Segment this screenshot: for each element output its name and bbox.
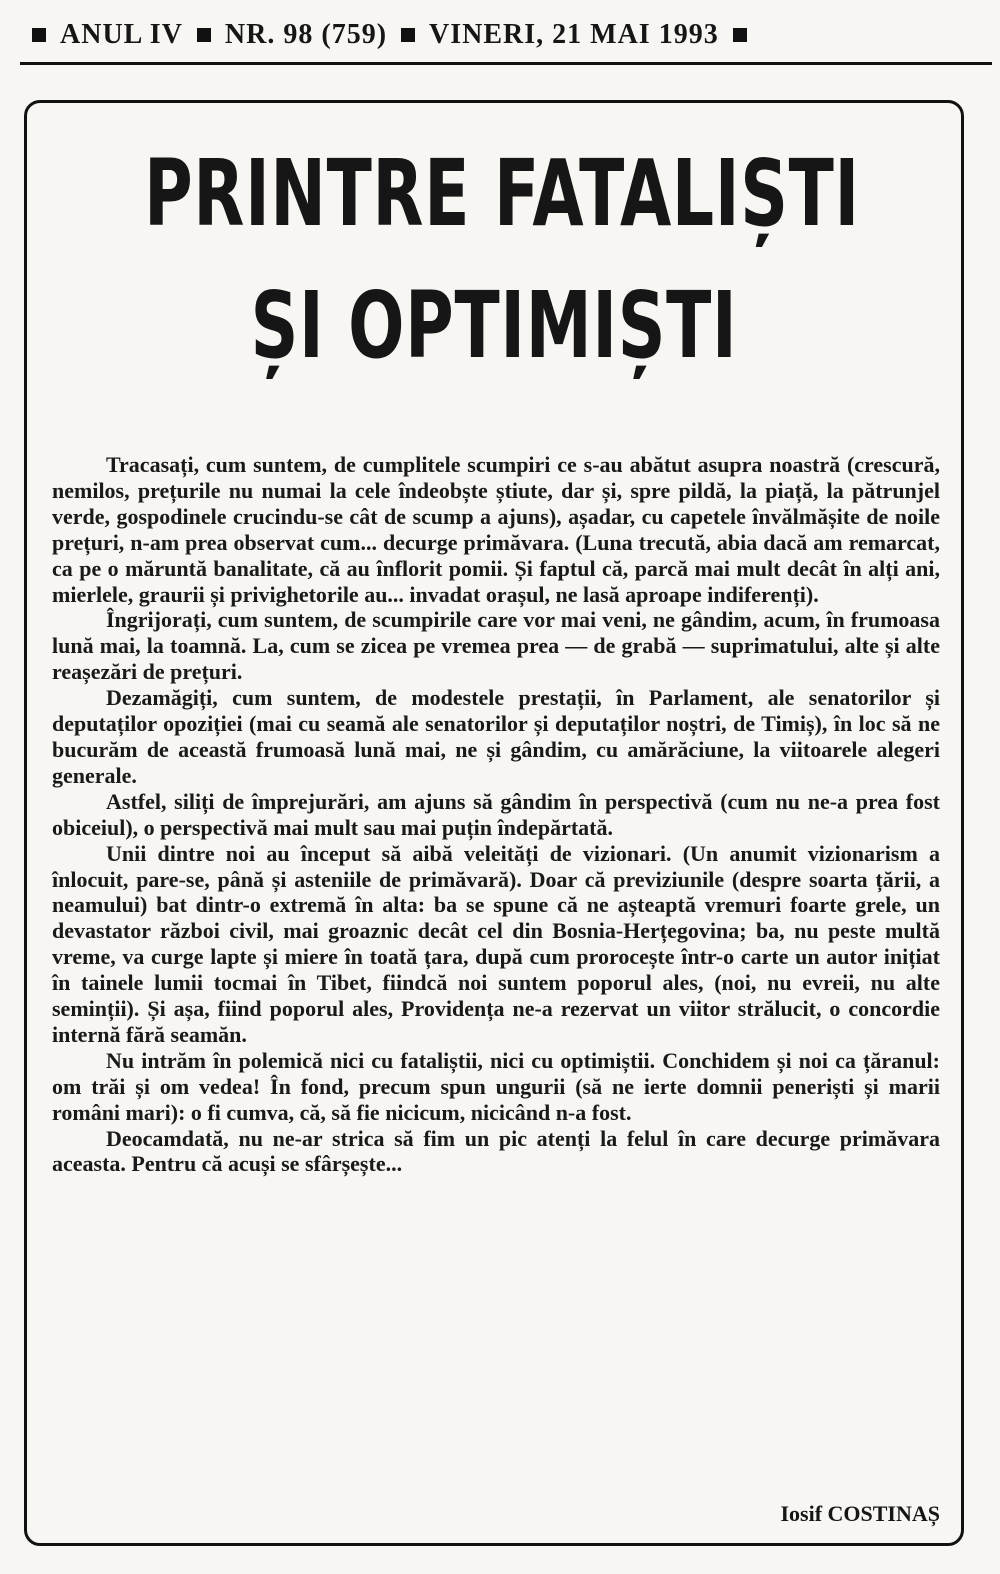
square-bullet-icon (197, 28, 211, 42)
paragraph: Astfel, siliți de împrejurări, am ajuns să gândim în perspectivă (cum nu ne-a prea fost obiceiul), o perspectivă mai mult sau mai puțin îndepărtată. (52, 788, 940, 840)
square-bullet-icon (733, 28, 747, 42)
masthead-issue: NR. 98 (759) (224, 19, 388, 50)
square-bullet-icon (32, 28, 46, 42)
masthead-date: VINERI, 21 MAI 1993 (429, 19, 719, 50)
paragraph: Deocamdată, nu ne-ar strica să fim un pic atenți la felul în care decurge primăvara aceasta. Pentru că acuși se sfârșește... (52, 1125, 940, 1177)
paragraph: Îngrijorați, cum suntem, de scumpirile care vor mai veni, ne gândim, acum, în frumoasa lună mai, la toamnă. La, cum se zicea pe vremea prea — de grabă — suprimatului, alte și alte reașezări de prețuri. (52, 607, 940, 685)
masthead-year: ANUL IV (60, 19, 183, 50)
article-body (52, 452, 940, 1177)
headline-line-1: PRINTRE FATALIȘTI (144, 140, 860, 247)
paragraph: Dezamăgiți, cum suntem, de modestele prestații, în Parlament, ale senatorilor și deputaților opoziției (mai cu seamă ale senatorilor și deputaților noștri, de Timiș), în loc să ne bucurăm de această frumoasă lună mai, ne și gândim, cu amărăciune, la viitoarele alegeri generale. (52, 685, 940, 788)
square-bullet-icon (401, 28, 415, 42)
masthead (28, 10, 968, 60)
paragraph: Unii dintre noi au început să aibă veleități de vizionari. (Un anumit vizionarism a înlocuit, pare-se, până și asteniile de primăvară). Doar că previziunile (despre soarta țării, a neamului) bat dintr-o extremă în alta: ba se spune că ne așteaptă vremuri foarte grele, un devastator război civil, mai groaznic decât cel din Bosnia-Herțegovina; ba, nu peste multă vreme, va curge lapte și miere în toată țara, după cum prorocește într-o carte un autor inițiat în tainele lumii tocmai în Tibet, fiindcă noi suntem poporul ales, (noi, nu evreii, nu alte seminții). Și așa, fiind poporul ales, Providența ne-a rezervat un viitor strălucit, o concordie internă fără seamăn. (52, 840, 940, 1047)
masthead-rule (20, 62, 992, 65)
headline-line-2: ȘI OPTIMIȘTI (250, 272, 738, 379)
paragraph: Nu intrăm în polemică nici cu fataliștii, nici cu optimiștii. Conchidem și noi ca țăranul: om trăi și om vedea! În fond, precum spun ungurii (să ne ierte domnii peneriști și marii români mari): o fi cumva, că, să fie nicicum, nicicând n-a fost. (52, 1047, 940, 1125)
author-signature: Iosif COSTINAȘ (780, 1501, 940, 1526)
paragraph: Tracasați, cum suntem, de cumplitele scumpiri ce s-au abătut asupra noastră (crescură, nemilos, prețurile nu numai la cele îndeobște știute, dar și, spre pildă, la piață, la pătrunjel verde, gospodinele crucindu-se cât de scump a ajuns), așadar, cu capetele învălmășite de noile prețuri, n-am prea observat cum... decurge primăvara. (Luna trecută, abia dacă am remarcat, ca pe o măruntă banalitate, că au înflorit pomii. Și faptul că, parcă mai mult decât în alți ani, mierlele, graurii și privighetorile au... invadat orașul, ne lasă aproape indiferenți). (52, 452, 940, 607)
